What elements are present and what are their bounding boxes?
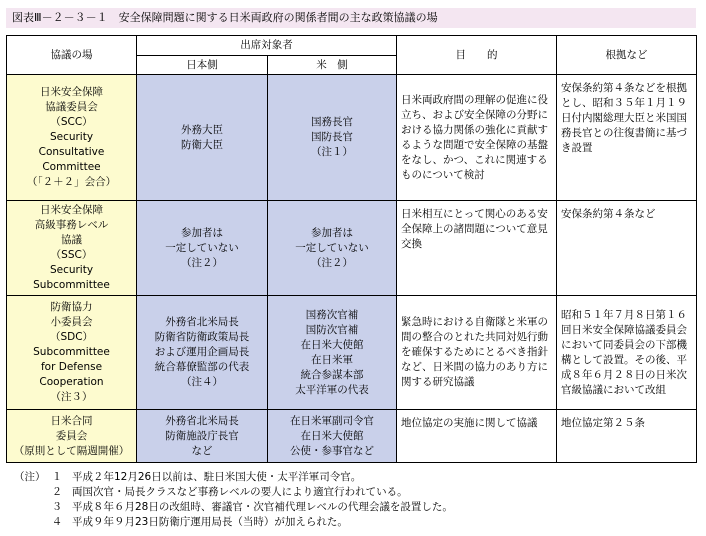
basis-cell: 安保条約第４条など <box>557 201 697 296</box>
footnote-number: ２ <box>51 486 63 498</box>
header-us: 米 側 <box>268 56 397 75</box>
footnote-item <box>14 485 694 500</box>
footnote-number: ３ <box>51 501 63 513</box>
us-attendees-cell: 国務次官補 国防次官補 在日米大使館 在日米軍 統合参謀本部 太平洋軍の代表 <box>268 296 397 410</box>
venue-text: 防衛協力 小委員会 （SDC） Subcommittee for Defense Cooperation <box>33 301 110 388</box>
footnote-text: 平成８年６月28日の改組時、審議官・次官補代理レベルの代理会議を設置した。 <box>72 501 453 513</box>
table-row <box>7 201 697 296</box>
us-attendees-text: 参加者は 一定していない <box>295 226 369 254</box>
footnote-text: 両国次官・局長クラスなど事務レベルの要人により適宜行われている。 <box>72 486 408 498</box>
venue-cell: 日米安全保障 協議委員会 （SCC） Security Consultative Committee （「２＋２」会合） <box>7 75 137 201</box>
purpose-cell: 地位協定の実施に関して協議 <box>397 410 557 463</box>
footnotes <box>14 470 694 530</box>
note-ref: （注４） <box>181 376 223 388</box>
header-venue: 協議の場 <box>7 36 137 75</box>
basis-cell: 安保条約第４条などを根拠とし、昭和３５年１月１９日付内閣総理大臣と米国国務長官との往復書簡に基づき設置 <box>557 75 697 201</box>
japan-attendees-cell: 外務省北米局長 防衛施設庁長官 など <box>137 410 268 463</box>
header-row <box>7 36 697 56</box>
footnote-item <box>14 515 694 530</box>
us-attendees-text: 国務長官 国防長官 <box>311 116 353 143</box>
us-attendees-cell <box>268 75 397 201</box>
footnote-text: 平成９年９月23日防衛庁運用局長（当時）が加えられた。 <box>72 516 348 528</box>
venue-cell: 日米安全保障 高級事務レベル 協議 （SSC） Security Subcommittee <box>7 201 137 296</box>
venue-cell: 日米合同 委員会 （原則として隔週開催） <box>7 410 137 463</box>
japan-attendees-text: 外務省北米局長 防衛省防衛政策局長 および運用企画局長 統合幕僚監部の代表 <box>154 316 250 373</box>
purpose-cell: 緊急時における自衛隊と米軍の間の整合のとれた共同対処行動を確保するためにとるべき指針など、日米間の協力のあり方に関する研究協議 <box>397 296 557 410</box>
header-basis: 根拠など <box>557 36 697 75</box>
purpose-cell: 日米両政府間の理解の促進に役立ち、および安全保障の分野における協力関係の強化に貢献するような問題で安全保障の基盤をなし、かつ、これに関連するものについて検討 <box>397 75 557 201</box>
table-row <box>7 410 697 463</box>
note-ref: （注３） <box>50 391 93 403</box>
us-attendees-cell <box>268 201 397 296</box>
footnote-number: ４ <box>51 516 63 528</box>
footnote-item <box>14 500 694 515</box>
header-purpose: 目 的 <box>397 36 557 75</box>
basis-cell: 昭和５１年７月８日第１６回日米安全保障協議委員会において同委員会の下部機構として設置。その後、平成８年６月２８日の日米次官級協議において改組 <box>557 296 697 410</box>
figure-title: 図表Ⅲ－２－３－１ 安全保障問題に関する日米両政府の関係者間の主な政策協議の場 <box>6 8 696 28</box>
purpose-cell: 日米相互にとって関心のある安全保障上の諸問題について意見交換 <box>397 201 557 296</box>
footnote-label: （注） <box>14 471 46 483</box>
basis-cell: 地位協定第２５条 <box>557 410 697 463</box>
table-row <box>7 75 697 201</box>
footnote-item <box>14 470 694 485</box>
consultation-table <box>6 35 697 463</box>
venue-cell <box>7 296 137 410</box>
japan-attendees-text: 参加者は 一定していない <box>165 226 239 254</box>
japan-attendees-cell <box>137 296 268 410</box>
japan-attendees-cell <box>137 201 268 296</box>
japan-attendees-cell: 外務大臣 防衛大臣 <box>137 75 268 201</box>
header-japan: 日本側 <box>137 56 268 75</box>
header-attendees: 出席対象者 <box>137 36 397 56</box>
table-row <box>7 296 697 410</box>
note-ref: （注２） <box>311 256 353 269</box>
footnote-text: 平成２年12月26日以前は、駐日米国大使・太平洋軍司令官。 <box>72 471 362 483</box>
footnote-number: １ <box>51 471 63 483</box>
note-ref: （注１） <box>311 146 353 158</box>
us-attendees-cell: 在日米軍副司令官 在日米大使館 公使・参事官など <box>268 410 397 463</box>
note-ref: （注２） <box>181 256 223 269</box>
